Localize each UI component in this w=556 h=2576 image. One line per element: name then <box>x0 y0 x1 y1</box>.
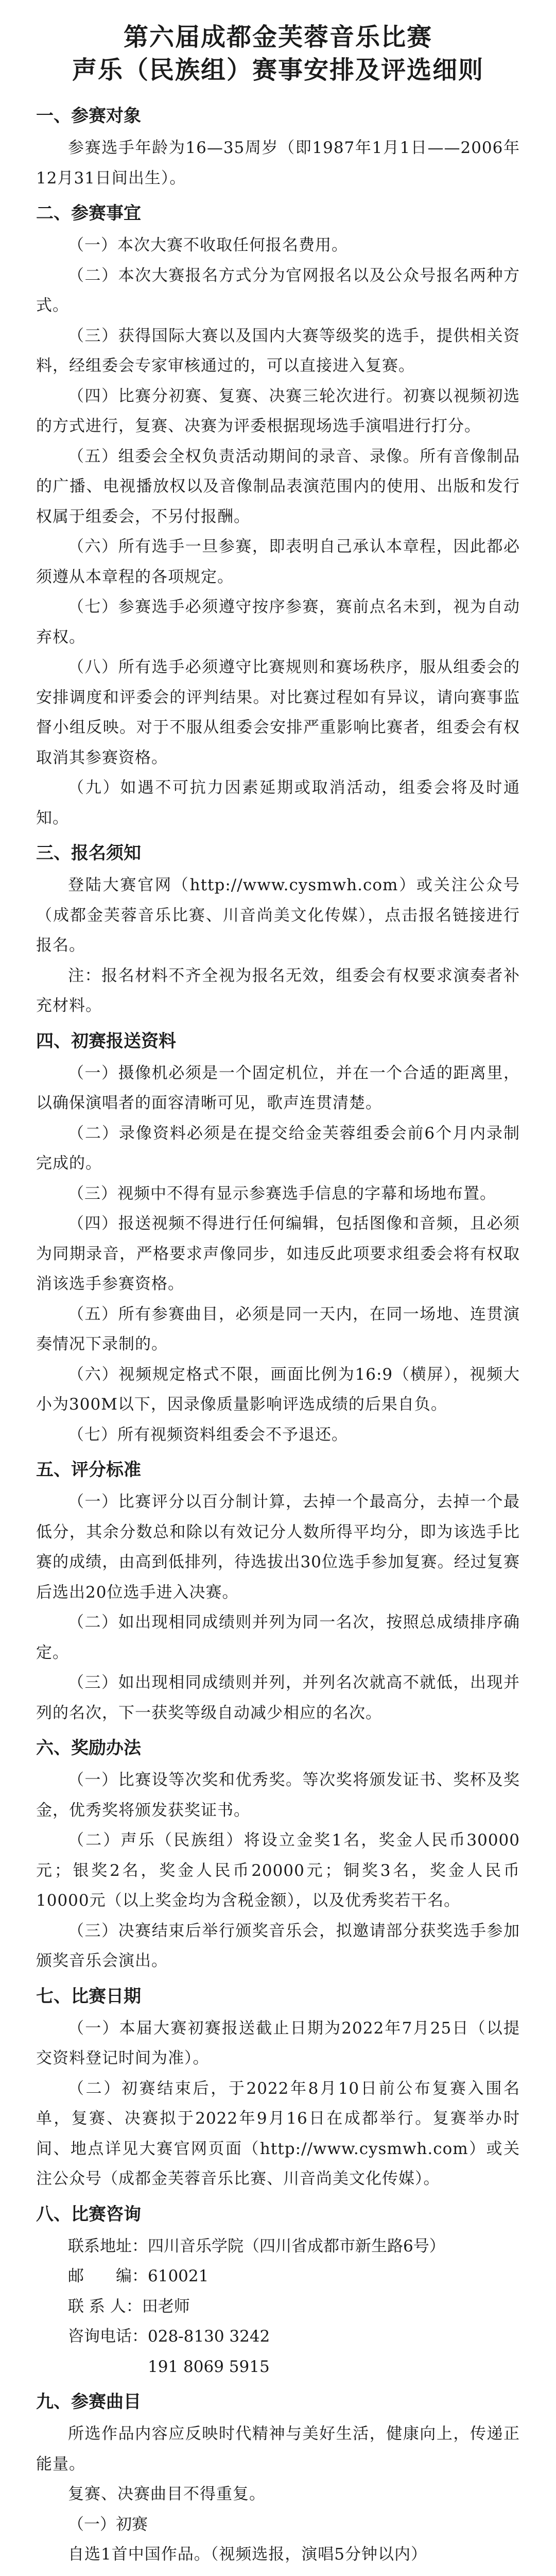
section-paragraph: （六）视频规定格式不限，画面比例为16:9（横屏），视频大小为300M以下，因录像质量影响评选成绩的后果自负。 <box>36 1365 520 1414</box>
section-heading: 四、初赛报送资料 <box>36 1030 176 1052</box>
section-paragraph: （五）组委会全权负责活动期间的录音、录像。所有音像制品的广播、电视播放权以及音像制品表演范围内的使用、出版和发行权属于组委会，不另付报酬。 <box>36 447 520 526</box>
section-paragraph: （一）比赛设等次奖和优秀奖。等次奖将颁发证书、奖杯及奖金，优秀奖将颁发获奖证书。 <box>36 1771 520 1820</box>
round-heading <box>36 2570 520 2576</box>
section-paragraph: （一）摄像机必须是一个固定机位，并在一个合适的距离里，以确保演唱者的面容清晰可见，歌声连贯清楚。 <box>36 1063 520 1112</box>
contact-line: 191 8069 5915 <box>68 2357 270 2376</box>
section-repertoire <box>36 2387 520 2576</box>
section-paragraph: （四）报送视频不得进行任何编辑，包括图像和音频，且必须为同期录音，严格要求声像同步，如违反此项要求组委会将有权取消该选手参赛资格。 <box>36 1214 520 1293</box>
contact-line: 咨询电话：028-8130 3242 <box>68 2327 270 2346</box>
round-heading: （一）初赛 <box>68 2515 148 2534</box>
contact-line: 邮 编：610021 <box>68 2267 209 2285</box>
repertoire-note: 复赛、决赛曲目不得重复。 <box>68 2485 266 2503</box>
section-paragraph: （七）参赛选手必须遵守按序参赛，赛前点名未到，视为自动弃权。 <box>36 598 520 647</box>
section-paragraph: （三）如出现相同成绩则并列，并列名次就高不就低，出现并列的名次，下一获奖等级自动减少相应的名次。 <box>36 1673 520 1722</box>
section-paragraph: 登陆大赛官网（http://www.cysmwh.com）或关注公众号（成都金芙蓉音乐比赛、川音尚美文化传媒），点击报名链接进行报名。 <box>36 876 520 955</box>
repertoire-rounds <box>36 2510 520 2576</box>
section-paragraph: （二）初赛结束后，于2022年8月10日前公布复赛入围名单，复赛、决赛拟于2022年9月16日在成都举行。复赛举办时间、地点详见大赛官网页面（http://www.cysmwh.com）或关注公众号（成都金芙蓉音乐比赛、川音尚美文化传媒）。 <box>36 2079 520 2188</box>
section-paragraph: （七）所有视频资料组委会不予退还。 <box>68 1425 348 1444</box>
section-paragraph: 注：报名材料不齐全视为报名无效，组委会有权要求演奏者补充材料。 <box>36 966 520 1015</box>
section-paragraph: （三）视频中不得有显示参赛选手信息的字幕和场地布置。 <box>68 1184 496 1203</box>
section-5 <box>36 1455 520 1728</box>
repertoire-intro: 所选作品内容应反映时代精神与美好生活，健康向上，传递正能量。 <box>36 2425 520 2473</box>
section-heading: 九、参赛曲目 <box>36 2392 141 2412</box>
contact-line: 联系地址：四川音乐学院（四川省成都市新生路6号） <box>68 2236 445 2256</box>
section-paragraph: （五）所有参赛曲目，必须是同一天内，在同一场地、连贯演奏情况下录制的。 <box>36 1304 520 1353</box>
section-paragraph: （四）比赛分初赛、复赛、决赛三轮次进行。初赛以视频初选的方式进行，复赛、决赛为评委根据现场选手演唱进行打分。 <box>36 386 520 435</box>
section-heading: 五、评分标准 <box>36 1460 141 1480</box>
section-2 <box>36 198 520 833</box>
section-paragraph: （八）所有选手必须遵守比赛规则和赛场秩序，服从组委会的安排调度和评委会的评判结果。对比赛过程如有异议，请向赛事监督小组反映。对于不服从组委会安排严重影响比赛者，组委会有权取消其参赛资格。 <box>36 658 520 767</box>
section-heading: 三、报名须知 <box>36 843 141 863</box>
contact-lines <box>36 2231 520 2382</box>
section-paragraph: （一）比赛评分以百分制计算，去掉一个最高分，去掉一个最低分，其余分数总和除以有效记分人数所得平均分，即为该选手比赛的成绩，由高到低排列，待选拔出30位选手参加复赛。经过复赛后选出20位选手进入决赛。 <box>36 1493 520 1602</box>
sections-container <box>36 101 520 2194</box>
section-heading: 六、奖励办法 <box>36 1738 141 1758</box>
section-paragraph: （一）本次大赛不收取任何报名费用。 <box>68 236 348 255</box>
section-paragraph: （三）获得国际大赛以及国内大赛等级奖的选手，提供相关资料，经组委会专家审核通过的，可以直接进入复赛。 <box>36 326 520 375</box>
section-7 <box>36 1981 520 2194</box>
section-paragraph: （三）决赛结束后举行颁奖音乐会，拟邀请部分获奖选手参加颁奖音乐会演出。 <box>36 1921 520 1970</box>
round-text: 自选1首中国作品。（视频选报，演唱5分钟以内） <box>68 2545 427 2564</box>
section-1 <box>36 101 520 193</box>
section-paragraph: （二）如出现相同成绩则并列为同一名次，按照总成绩排序确定。 <box>36 1613 520 1662</box>
section-paragraph: （九）如遇不可抗力因素延期或取消活动，组委会将及时通知。 <box>36 778 520 827</box>
contact-line: 联 系 人：田老师 <box>68 2297 190 2316</box>
section-paragraph: 参赛选手年龄为16—35周岁（即1987年1月1日——2006年12月31日间出生）。 <box>36 139 520 188</box>
section-paragraph: （二）声乐（民族组）将设立金奖1名，奖金人民币30000元；银奖2名，奖金人民币20000元；铜奖3名，奖金人民币10000元（以上奖金均为含税金额），以及优秀奖若干名。 <box>36 1831 520 1910</box>
section-paragraph: （二）录像资料必须是在提交给金芙蓉组委会前6个月内录制完成的。 <box>36 1124 520 1173</box>
section-heading: 八、比赛咨询 <box>36 2204 141 2225</box>
section-paragraph: （二）本次大赛报名方式分为官网报名以及公众号报名两种方式。 <box>36 266 520 315</box>
section-6 <box>36 1733 520 1976</box>
document-subtitle: 声乐（民族组）赛事安排及评选细则 <box>72 56 484 84</box>
section-heading: 一、参赛对象 <box>36 106 141 126</box>
section-contact <box>36 2199 520 2382</box>
section-3 <box>36 838 520 1021</box>
section-paragraph: （一）本届大赛初赛报送截止日期为2022年7月25日（以提交资料登记时间为准）。 <box>36 2019 520 2067</box>
document-title: 第六届成都金芙蓉音乐比赛 <box>123 23 432 52</box>
section-paragraph: （六）所有选手一旦参赛，即表明自己承认本章程，因此都必须遵从本章程的各项规定。 <box>36 537 520 586</box>
section-heading: 二、参赛事宜 <box>36 203 141 224</box>
section-heading: 七、比赛日期 <box>36 1986 141 2007</box>
section-4 <box>36 1026 520 1450</box>
